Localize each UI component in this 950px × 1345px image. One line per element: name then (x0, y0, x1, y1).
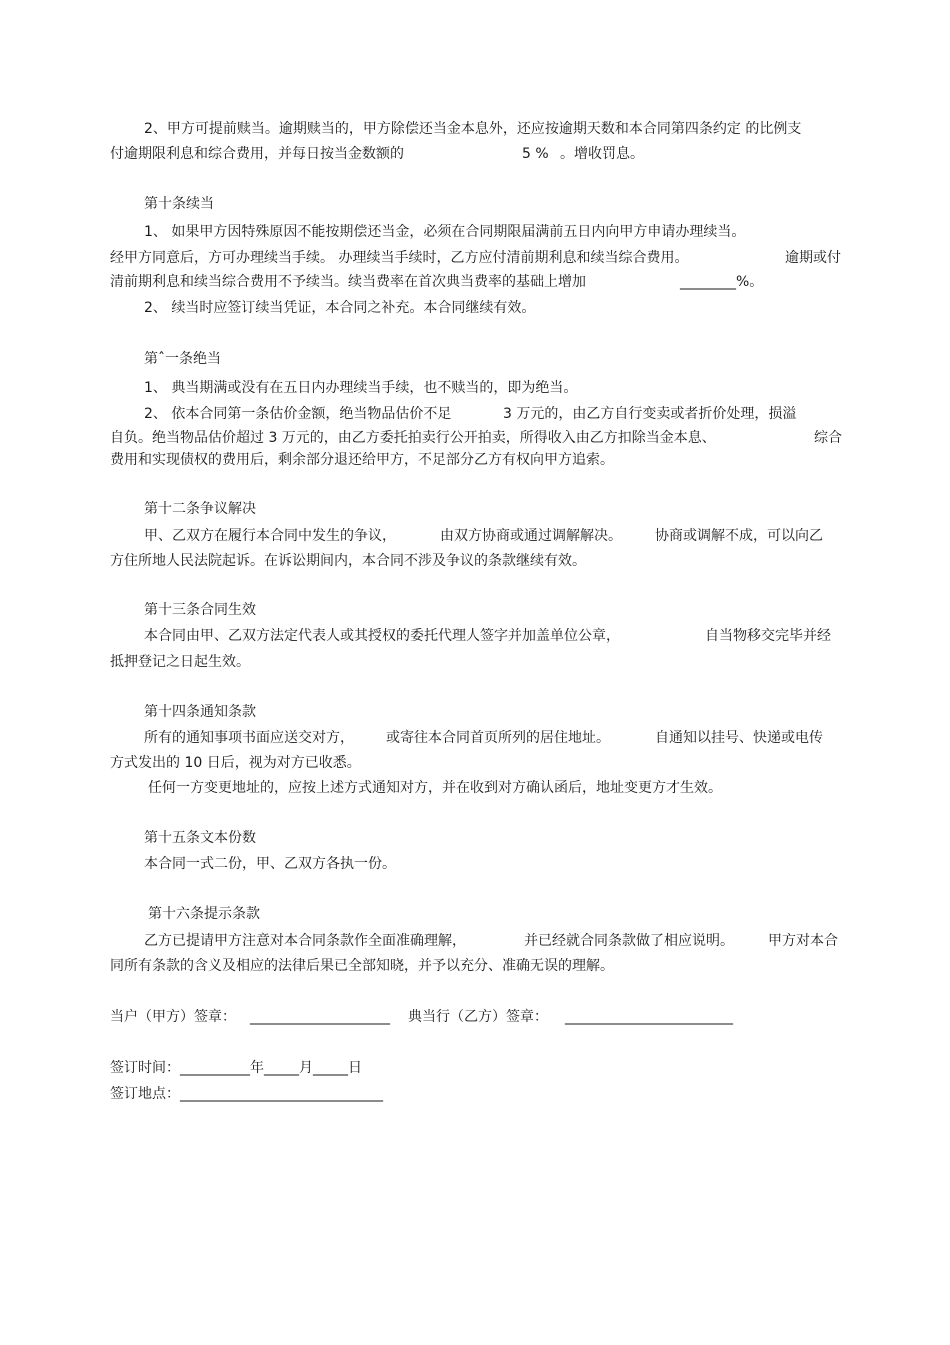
day-label: 日 (348, 1060, 362, 1076)
year-blank: __________ (180, 1060, 250, 1076)
clause14-line1-end: 自通知以挂号、快递或电传 (655, 730, 823, 746)
clause14-heading: 第十四条通知条款 (144, 704, 256, 720)
clause10-item2: 2、 续当时应签订续当凭证，本合同之补充。本合同继续有效。 (144, 300, 536, 316)
clause10-heading: 第十条续当 (144, 196, 214, 212)
clause11-item2-line1-end: 3 万元的，由乙方自行变卖或者折价处理，损溢 (503, 406, 797, 422)
clause15-heading: 第十五条文本份数 (144, 830, 256, 846)
clause13-line1: 本合同由甲、乙双方法定代表人或其授权的委托代理人签字并加盖单位公章， (144, 628, 620, 644)
party-b-signature-label: 典当行（乙方）签章： (408, 1009, 548, 1025)
clause12-line2: 方住所地人民法院起诉。在诉讼期间内，本合同不涉及争议的条款继续有效。 (110, 553, 586, 569)
clause16-line1-end: 甲方对本合 (768, 933, 838, 949)
clause14-line3: 任何一方变更地址的，应按上述方式通知对方，并在收到对方确认函后，地址变更方才生效。 (148, 780, 722, 796)
clause11-item2-line1: 2、 依本合同第一条估价金额，绝当物品估价不足 (144, 406, 452, 422)
signing-date-row (110, 1059, 362, 1077)
clause11-item2-line2: 自负。绝当物品估价超过 3 万元的，由乙方委托拍卖行公开拍卖，所得收入由乙方扣除当金本息、 (110, 430, 716, 446)
clause9-rate: 5 % (522, 146, 549, 162)
clause11-item2-line2-end: 综合 (814, 430, 842, 446)
clause10-item1-line2-end: 逾期或付 (785, 250, 841, 266)
clause14-line1: 所有的通知事项书面应送交对方， (144, 730, 354, 746)
clause14-line1-mid: 或寄往本合同首页所列的居住地址。 (386, 730, 610, 746)
clause13-line2: 抵押登记之日起生效。 (110, 654, 250, 670)
clause10-rate-blank: ________%。 (680, 274, 764, 290)
clause11-item1: 1、 典当期满或没有在五日内办理续当手续，也不赎当的，即为绝当。 (144, 380, 578, 396)
clause12-line1: 甲、乙双方在履行本合同中发生的争议， (144, 528, 396, 544)
clause9-item2-line1: 2、甲方可提前赎当。逾期赎当的，甲方除偿还当金本息外，还应按逾期天数和本合同第四条约定 的比例支 (144, 121, 802, 137)
clause10-item1-line2: 经甲方同意后，方可办理续当手续。 办理续当手续时，乙方应付清前期利息和续当综合费用。 (110, 250, 689, 266)
clause13-line1-end: 自当物移交完毕并经 (705, 628, 831, 644)
clause11-heading: 第ˆ一条绝当 (144, 351, 221, 367)
clause16-line1-mid: 并已经就合同条款做了相应说明。 (524, 933, 734, 949)
clause13-heading: 第十三条合同生效 (144, 602, 256, 618)
party-a-signature-label: 当户（甲方）签章： (110, 1009, 236, 1025)
clause14-line2: 方式发出的 10 日后，视为对方已收悉。 (110, 755, 361, 771)
clause12-line1-mid: 由双方协商或通过调解解决。 (440, 528, 622, 544)
signing-place-label: 签订地点： (110, 1086, 180, 1102)
signing-place-blank: _____________________________ (180, 1086, 383, 1102)
clause10-item1-line3: 清前期利息和续当综合费用不予续当。续当费率在首次典当费率的基础上增加 (110, 274, 586, 290)
clause16-line1: 乙方已提请甲方注意对本合同条款作全面准确理解， (144, 933, 466, 949)
month-blank: _____ (264, 1060, 299, 1076)
clause9-item2-line2: 付逾期限利息和综合费用，并每日按当金数额的 (110, 146, 404, 162)
party-b-signature-blank: ________________________ (565, 1009, 733, 1025)
clause10-item1-line1: 1、 如果甲方因特殊原因不能按期偿还当金，必须在合同期限届满前五日内向甲方申请办理续当。 (144, 224, 746, 240)
clause15-line1: 本合同一式二份，甲、乙双方各执一份。 (144, 856, 396, 872)
month-label: 月 (299, 1060, 313, 1076)
signing-date-label: 签订时间： (110, 1060, 180, 1076)
day-blank: _____ (313, 1060, 348, 1076)
clause12-line1-end: 协商或调解不成，可以向乙 (655, 528, 823, 544)
party-a-signature-blank: ____________________ (250, 1009, 390, 1025)
clause16-line2: 同所有条款的含义及相应的法律后果已全部知晓，并予以充分、准确无误的理解。 (110, 958, 614, 974)
clause16-heading: 第十六条提示条款 (148, 906, 260, 922)
year-label: 年 (250, 1060, 264, 1076)
clause12-heading: 第十二条争议解决 (144, 501, 256, 517)
clause9-item2-line2-end: 。增收罚息。 (560, 146, 644, 162)
clause11-item2-line3: 费用和实现债权的费用后，剩余部分退还给甲方，不足部分乙方有权向甲方追索。 (110, 452, 614, 468)
signing-place-row (110, 1085, 383, 1103)
